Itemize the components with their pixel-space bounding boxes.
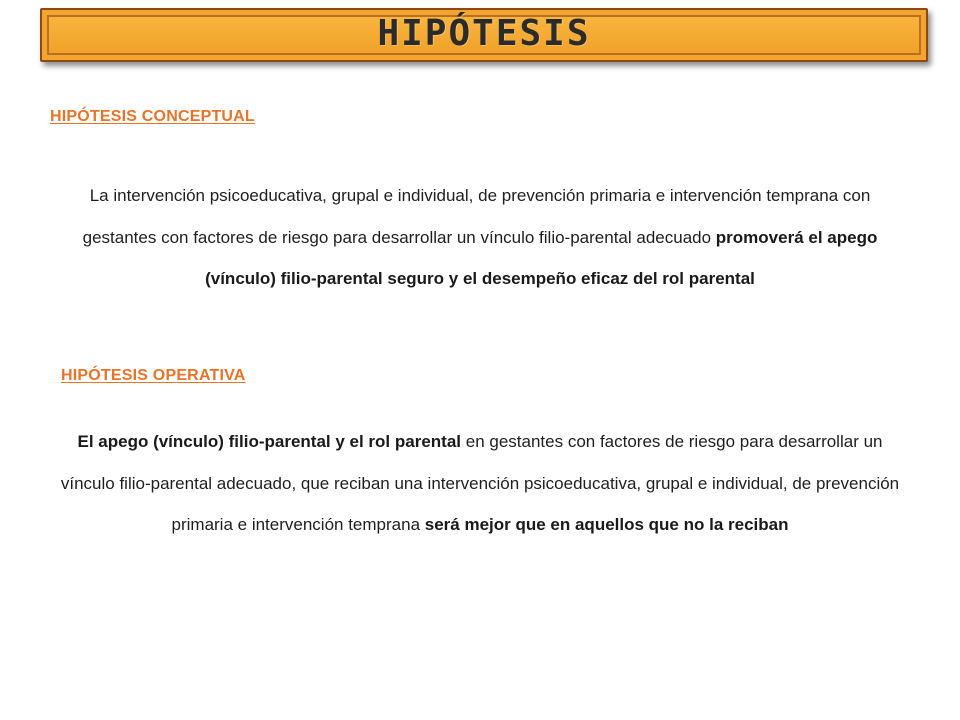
paragraph-hipotesis-conceptual	[60, 175, 900, 300]
heading-hipotesis-conceptual: HIPÓTESIS CONCEPTUAL	[50, 108, 255, 125]
title-banner	[40, 8, 928, 62]
heading-hipotesis-operativa: HIPÓTESIS OPERATIVA	[61, 367, 246, 384]
operativa-text-bold-end: será mejor que en aquellos que no la reciban	[424, 515, 789, 534]
conceptual-text-normal: La intervención psicoeducativa, grupal e individual, de prevención primaria e intervención temprana con gestantes con factores de riesgo para desarrollar un vínculo filio-parental adecuado	[82, 186, 871, 247]
paragraph-hipotesis-operativa	[60, 421, 900, 546]
operativa-text-normal: en gestantes con factores de riesgo para desarrollar un vínculo filio-parental adecuado, que reciban una intervención psicoeducativa, grupal e individual, de prevención primaria e intervención temprana	[60, 432, 900, 534]
conceptual-text-bold: promoverá el apego (vínculo) filio-parental seguro y el desempeño eficaz del rol parental	[205, 227, 878, 288]
operativa-text-bold-start: El apego (vínculo) filio-parental y el rol parental	[77, 432, 462, 451]
page-title: HIPÓTESIS	[377, 13, 591, 54]
